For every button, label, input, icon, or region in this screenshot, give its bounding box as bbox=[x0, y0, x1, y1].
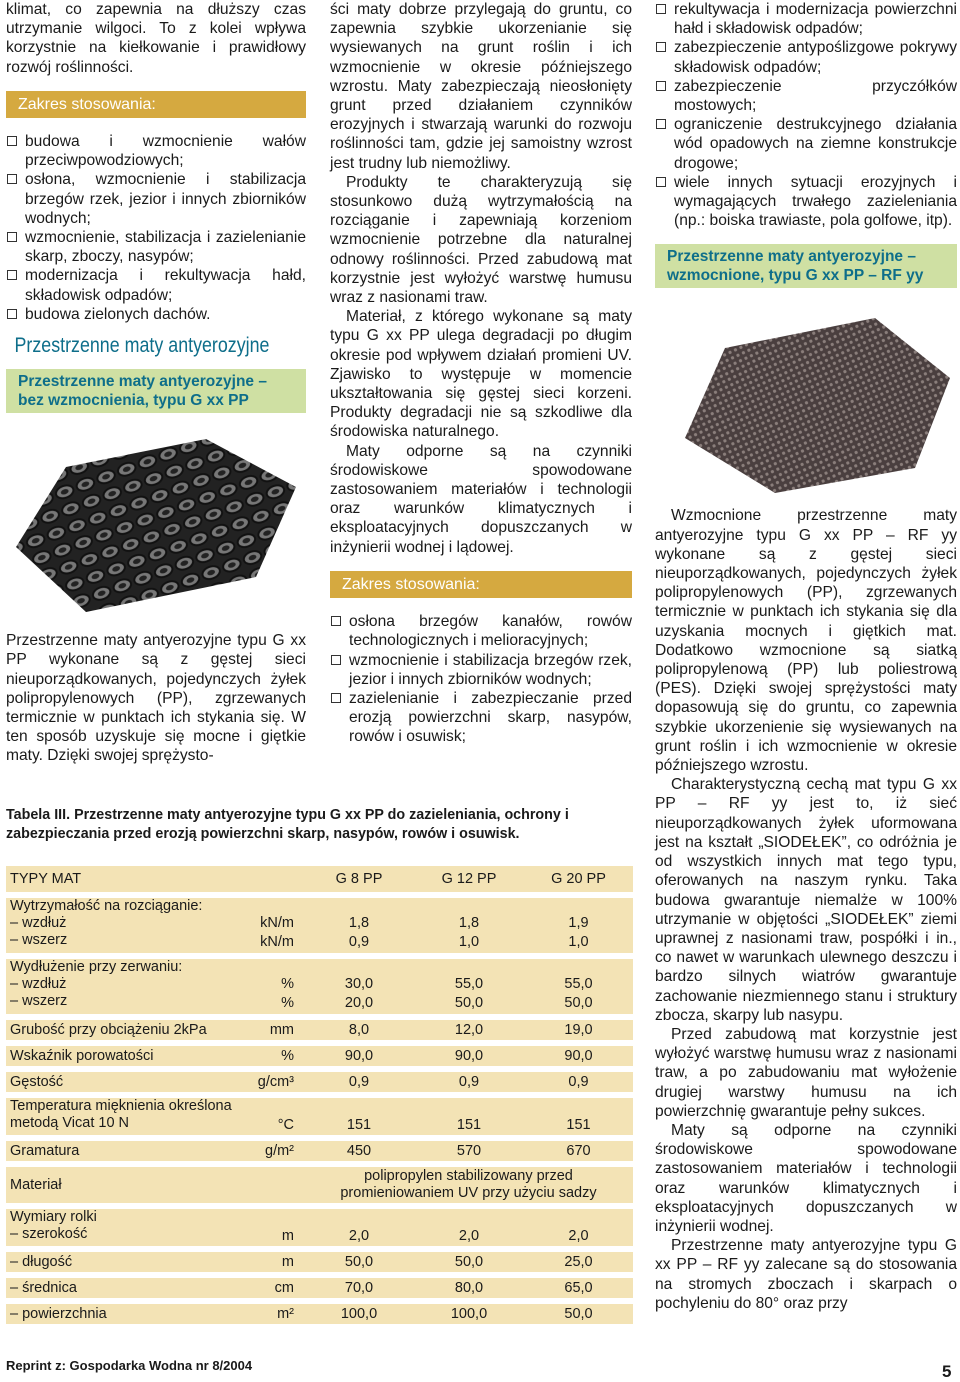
list-item: modernizacja i rekultywacja hałd, składowisk odpadów; bbox=[6, 266, 306, 304]
cell: 2,0 bbox=[304, 1226, 414, 1246]
table-row bbox=[6, 1020, 633, 1040]
table-row bbox=[6, 932, 633, 953]
list-item: wzmocnienie i stabilizacja brzegów rzek, jezior i innych zbiorników wodnych; bbox=[330, 651, 632, 689]
cell: 100,0 bbox=[414, 1304, 524, 1324]
section-heading bbox=[6, 334, 270, 358]
row-unit: m bbox=[250, 1226, 304, 1246]
scope-heading: Zakres stosowania: bbox=[6, 91, 306, 118]
cell: 1,9 bbox=[524, 915, 633, 932]
mat-photo-icon bbox=[6, 427, 306, 617]
row-unit: °C bbox=[250, 1115, 304, 1135]
cell: 65,0 bbox=[524, 1278, 633, 1298]
cell: 0,9 bbox=[304, 932, 414, 953]
cell: 25,0 bbox=[524, 1252, 633, 1272]
paragraph: Produkty te charakteryzują się stosunkowo dużą wytrzymałością na rozciąganie i zapewniają korzeniom wzmocnienie potrzebne dla naturalnej odnowy roślinności. Przed zabudową mat korzystnie jest wyłożyć warstwę humusu wraz z nasionami traw. bbox=[330, 173, 632, 307]
row-label: Gęstość bbox=[6, 1072, 250, 1092]
row-label: metodą Vicat 10 N bbox=[6, 1115, 250, 1135]
row-label: – powierzchnia bbox=[6, 1304, 250, 1324]
table-row bbox=[6, 898, 633, 915]
cell: 151 bbox=[304, 1115, 414, 1135]
cell: 100,0 bbox=[304, 1304, 414, 1324]
paragraph: Maty są odporne na czynniki środowiskowe spowodowane zastosowaniem materiałów i technologii oraz warunków klimatycznych i eksploatacyjnych dopuszczanych w inżynierii wodnej. bbox=[655, 1121, 957, 1235]
row-label: Wydłużenie przy zerwaniu: bbox=[6, 959, 250, 976]
material-line: polipropylen stabilizowany przed bbox=[364, 1168, 573, 1184]
paragraph: ści maty dobrze przylegają do gruntu, co zapewnia szybkie ukorzenianie się wysiewanych na grunt roślin i ich wzmocnienie w okresie późniejszego wzrostu. Maty zabezpieczają nieosłonięty grunt przed działaniem czynników erozyjnych i stwarzają warunki do rozwoju roślinności tam, gdzie jej samoistny wzrost jest trudny lub niemożliwy. bbox=[330, 1, 632, 172]
row-unit: % bbox=[250, 993, 304, 1014]
list-item: zabezpieczenie antypoślizgowe pokrywy składowisk odpadów; bbox=[655, 38, 957, 76]
material-line: promieniowaniem UV przy użyciu sadzy bbox=[340, 1185, 597, 1201]
cell: 19,0 bbox=[524, 1020, 633, 1040]
cell: 90,0 bbox=[414, 1046, 524, 1066]
list-item: zazielenianie i zabezpieczanie przed erozją powierzchni skarp, nasypów, rowów i osuwisk; bbox=[330, 689, 632, 747]
list-item: budowa i wzmocnienie wałów przeciwpowodziowych; bbox=[6, 132, 306, 170]
cell: 670 bbox=[524, 1141, 633, 1161]
material-cell bbox=[304, 1167, 633, 1203]
table-row bbox=[6, 1167, 633, 1203]
table-row bbox=[6, 1209, 633, 1226]
column-header: G 12 PP bbox=[414, 866, 524, 892]
paragraph: Charakterystyczną cechą mat typu G xx PP – RF yy jest to, iż sieć nieuporządkowanych żyłek uformowana jest na kształt „SIODEŁEK”, co odróżnia je od wszystkich innych mat tego typu, oferowanych na naszym rynku. Taka budowa gwarantuje niemalże w 100% utrzymanie w objętości „SIODEŁEK” ziemi uprawnej z nasionami traw, pospółki i in., co nawet w warunkach ulewnego deszczu i bardzo silnych wiatrów gwarantuje zachowanie niezmiennego stanu i struktury zbocza, skarpy lub nasypu. bbox=[655, 776, 957, 1024]
row-unit: % bbox=[250, 976, 304, 993]
table-row bbox=[6, 1278, 633, 1298]
row-unit: g/cm³ bbox=[250, 1072, 304, 1092]
paragraph: Wzmocnione przestrzenne maty antyerozyjne typu G xx PP – RF yy wykonane są z gęstej sieci nieuporządkowanych, pojedynczych żyłek polipropylenowych (PP), zgrzewanych termicznie w punktach ich stykania się dla uzyskania mocnych i giętkich mat. Dodatkowo wzmocnione są siatką polipropylenową (PP) lub poliestrową (PES). Dzięki swojej sprężystości maty dopasowują się do gruntu, co zapewnia szybkie ukorzenienie się wysiewanych na grunt roślin i ich wzmocnienie w okresie późniejszego wzrostu. bbox=[655, 507, 957, 775]
row-label: Materiał bbox=[6, 1167, 250, 1203]
cell: 90,0 bbox=[524, 1046, 633, 1066]
intro-paragraph: klimat, co zapewnia na dłuższy czas utrzymanie wilgoci. To z kolei wpływa korzystnie na kiełkowanie i prawidłowy rozwój roślinności. bbox=[6, 1, 306, 76]
column-1 bbox=[6, 0, 306, 766]
cell: 1,8 bbox=[304, 915, 414, 932]
cell: 8,0 bbox=[304, 1020, 414, 1040]
scope-list bbox=[330, 612, 632, 746]
table-row bbox=[6, 993, 633, 1014]
paragraph: Przestrzenne maty antyerozyjne typu G xx PP – RF yy zalecane są do stosowania na stromych zboczach i skarpach o pochyleniu do 80° oraz przy bbox=[655, 1237, 957, 1312]
table-row bbox=[6, 959, 633, 976]
list-item: osłona brzegów kanałów, rowów technologicznych i melioracyjnych; bbox=[330, 612, 632, 650]
table-row bbox=[6, 1226, 633, 1246]
column-header: G 8 PP bbox=[304, 866, 414, 892]
row-label: Temperatura mięknienia określona bbox=[6, 1098, 250, 1115]
cell: 30,0 bbox=[304, 976, 414, 993]
paragraph: Materiał, z którego wykonane są maty typu G xx PP ulega degradacji po długim okresie pod wpływem działań promieni UV. Zjawisko to występuje w momencie ukształtowania się gęstej sieci korzeni. Produkty degradacji nie są szkodliwe dla środowiska naturalnego. bbox=[330, 308, 632, 441]
row-label: – wszerz bbox=[6, 993, 250, 1014]
list-item: wzmocnienie, stabilizacja i zazielenianie skarp, zboczy, nasypów; bbox=[6, 228, 306, 266]
footer-source: Reprint z: Gospodarka Wodna nr 8/2004 bbox=[6, 1358, 253, 1373]
row-unit: g/m² bbox=[250, 1141, 304, 1161]
paragraph: Maty odporne są na czynniki środowiskowe spowodowane zastosowaniem materiałów i technologii oraz warunków klimatycznych i eksploatacyjnych dopuszczanych w inżynierii wodnej i lądowej. bbox=[330, 442, 632, 556]
column-header: G 20 PP bbox=[524, 866, 633, 892]
cell: 50,0 bbox=[524, 1304, 633, 1324]
cell: 1,8 bbox=[414, 915, 524, 932]
list-item: zabezpieczenie przyczółków mostowych; bbox=[655, 77, 957, 115]
table-row bbox=[6, 1072, 633, 1092]
table-row bbox=[6, 915, 633, 932]
table-row bbox=[6, 976, 633, 993]
product-heading-reinforced: Przestrzenne maty antyerozyjne – wzmocnione, typu G xx PP – RF yy bbox=[655, 244, 957, 288]
row-label: Gramatura bbox=[6, 1141, 250, 1161]
cell: 0,9 bbox=[304, 1072, 414, 1092]
row-label: – szerokość bbox=[6, 1226, 250, 1246]
cell: 0,9 bbox=[414, 1072, 524, 1092]
cell: 1,0 bbox=[414, 932, 524, 953]
column-3 bbox=[655, 0, 957, 1313]
cell: 570 bbox=[414, 1141, 524, 1161]
row-label: – długość bbox=[6, 1252, 250, 1272]
row-unit: mm bbox=[250, 1020, 304, 1040]
cell: 151 bbox=[524, 1115, 633, 1135]
row-label: Wskaźnik porowatości bbox=[6, 1046, 250, 1066]
table-caption: Tabela III. Przestrzenne maty antyerozyjne typu G xx PP do zazieleniania, ochrony i zabezpieczania przed erozją powierzchni skarp, nasypów, rowów i osuwisk. bbox=[6, 807, 569, 842]
row-unit: % bbox=[250, 1046, 304, 1066]
table-row bbox=[6, 1046, 633, 1066]
list-item: budowa zielonych dachów. bbox=[6, 305, 306, 324]
table-row bbox=[6, 1141, 633, 1161]
cell: 151 bbox=[414, 1115, 524, 1135]
row-unit: kN/m bbox=[250, 932, 304, 953]
cell: 12,0 bbox=[414, 1020, 524, 1040]
table-header-row bbox=[6, 866, 633, 892]
list-item: wiele innych sytuacji erozyjnych i wymagających trwałego zazieleniania (np.: boiska trawiaste, pola golfowe, itp). bbox=[655, 173, 957, 231]
scope-list bbox=[6, 132, 306, 324]
table-row bbox=[6, 1304, 633, 1324]
table-row bbox=[6, 1098, 633, 1115]
row-label: Wymiary rolki bbox=[6, 1209, 250, 1226]
table-row bbox=[6, 1252, 633, 1272]
cell: 70,0 bbox=[304, 1278, 414, 1298]
cell: 50,0 bbox=[524, 993, 633, 1014]
cell: 50,0 bbox=[414, 993, 524, 1014]
paragraph: Przed zabudową mat korzystnie jest wyłożyć warstwę humusu wraz z nasionami traw, a po zabudowaniu mat wyłożenie drugiej warstwy humusu na ich powierzchnię gwarantuje pełny sukces. bbox=[655, 1025, 957, 1120]
spec-table bbox=[6, 866, 633, 1324]
cell: 80,0 bbox=[414, 1278, 524, 1298]
row-unit: kN/m bbox=[250, 915, 304, 932]
cell: 90,0 bbox=[304, 1046, 414, 1066]
list-item: rekultywacja i modernizacja powierzchni hałd i składowisk odpadów; bbox=[655, 0, 957, 38]
cell: 55,0 bbox=[414, 976, 524, 993]
list-item: ograniczenie destrukcyjnego działania wód opadowych na ziemne konstrukcje drogowe; bbox=[655, 115, 957, 173]
row-label: – wszerz bbox=[6, 932, 250, 953]
list-item: osłona, wzmocnienie i stabilizacja brzegów rzek, jezior i innych zbiorników wodnych; bbox=[6, 170, 306, 228]
cell: 2,0 bbox=[414, 1226, 524, 1246]
mat-photo-icon bbox=[655, 298, 955, 498]
row-unit: m² bbox=[250, 1304, 304, 1324]
column-2 bbox=[330, 0, 632, 747]
cell: 55,0 bbox=[524, 976, 633, 993]
cell: 0,9 bbox=[524, 1072, 633, 1092]
row-unit: cm bbox=[250, 1278, 304, 1298]
table-row bbox=[6, 1115, 633, 1135]
cell: 20,0 bbox=[304, 993, 414, 1014]
section-heading-text: Przestrzenne maty antyerozyjne bbox=[14, 334, 270, 358]
scope-heading: Zakres stosowania: bbox=[330, 571, 632, 598]
row-label: – wzdłuż bbox=[6, 976, 250, 993]
cell: 450 bbox=[304, 1141, 414, 1161]
cell: 2,0 bbox=[524, 1226, 633, 1246]
mat-image-plain bbox=[6, 427, 306, 617]
product-heading-plain: Przestrzenne maty antyerozyjne – bez wzmocnienia, typu G xx PP bbox=[6, 369, 306, 413]
row-label: Wytrzymałość na rozciąganie: bbox=[6, 898, 250, 915]
row-label: – wzdłuż bbox=[6, 915, 250, 932]
product-description-plain: Przestrzenne maty antyerozyjne typu G xx PP wykonane są z gęstej sieci nieuporządkowanych, pojedynczych żyłek polipropylenowych (PP), zgrzewanych termicznie w punktach ich stykania się. W ten sposób uzyskuje się mocne i giętkie maty. Dzięki swojej sprężysto- bbox=[6, 632, 306, 765]
table-header-label: TYPY MAT bbox=[6, 866, 250, 892]
mat-image-reinforced bbox=[655, 298, 957, 498]
row-label: Grubość przy obciążeniu 2kPa bbox=[6, 1020, 250, 1040]
page-number: 5 bbox=[942, 1362, 952, 1381]
cell: 1,0 bbox=[524, 932, 633, 953]
cell: 50,0 bbox=[414, 1252, 524, 1272]
row-unit: m bbox=[250, 1252, 304, 1272]
row-label: – średnica bbox=[6, 1278, 250, 1298]
cell: 50,0 bbox=[304, 1252, 414, 1272]
scope-list-continued bbox=[655, 0, 957, 230]
